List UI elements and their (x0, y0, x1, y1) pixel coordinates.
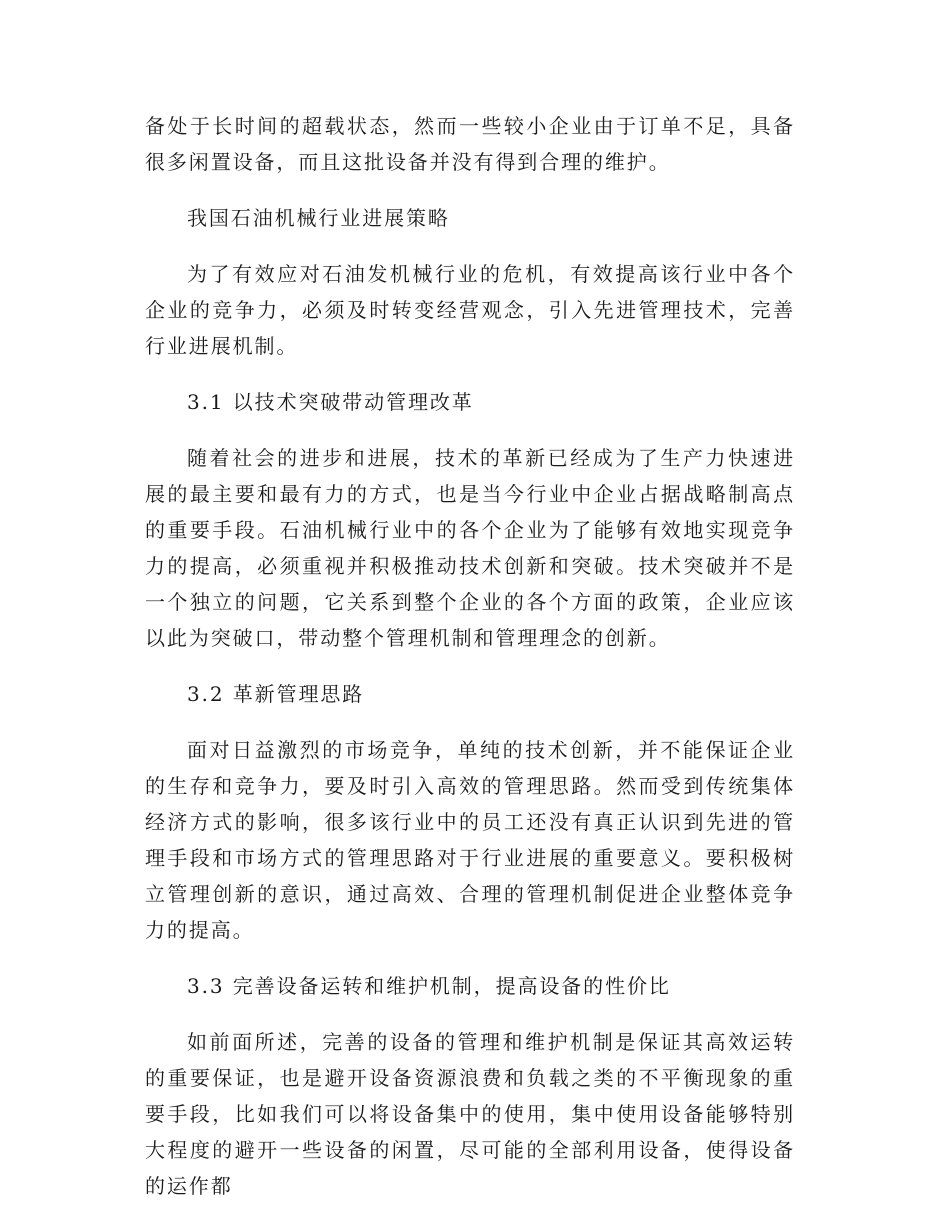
document-page (145, 108, 795, 1224)
paragraph-3-3: 如前面所述，完善的设备的管理和维护机制是保证其高效运转的重要保证，也是避开设备资源浪费和负载之类的不平衡现象的重要手段，比如我们可以将设备集中的使用，集中使用设备能够特别大程度的避开一些设备的闲置，尽可能的全部利用设备，使得设备的运作都 (145, 1030, 795, 1198)
paragraph-strategy-intro: 为了有效应对石油发机械行业的危机，有效提高该行业中各个企业的竞争力，必须及时转变经营观念，引入先进管理技术，完善行业进展机制。 (145, 262, 795, 358)
section-heading-3-3: 3.3 完善设备运转和维护机制，提高设备的性价比 (187, 974, 671, 998)
paragraph-3-1: 随着社会的进步和进展，技术的革新已经成为了生产力快速进展的最主要和最有力的方式，也是当今行业中企业占据战略制高点的重要手段。石油机械行业中的各个企业为了能够有效地实现竞争力的提高，必须重视并积极推动技术创新和突破。技术突破并不是一个独立的问题，它关系到整个企业的各个方面的政策，企业应该以此为突破口，带动整个管理机制和管理理念的创新。 (145, 446, 795, 650)
section-heading-3-2: 3.2 革新管理思路 (187, 682, 365, 706)
section-heading-strategy: 我国石油机械行业进展策略 (187, 206, 450, 230)
paragraph-continuation: 备处于长时间的超载状态，然而一些较小企业由于订单不足，具备很多闲置设备，而且这批设备并没有得到合理的维护。 (145, 114, 795, 174)
paragraph-3-2: 面对日益激烈的市场竞争，单纯的技术创新，并不能保证企业的生存和竞争力，要及时引入高效的管理思路。然而受到传统集体经济方式的影响，很多该行业中的员工还没有真正认识到先进的管理手段和市场方式的管理思路对于行业进展的重要意义。要积极树立管理创新的意识，通过高效、合理的管理机制促进企业整体竞争力的提高。 (145, 738, 795, 942)
section-heading-3-1: 3.1 以技术突破带动管理改革 (187, 390, 474, 414)
